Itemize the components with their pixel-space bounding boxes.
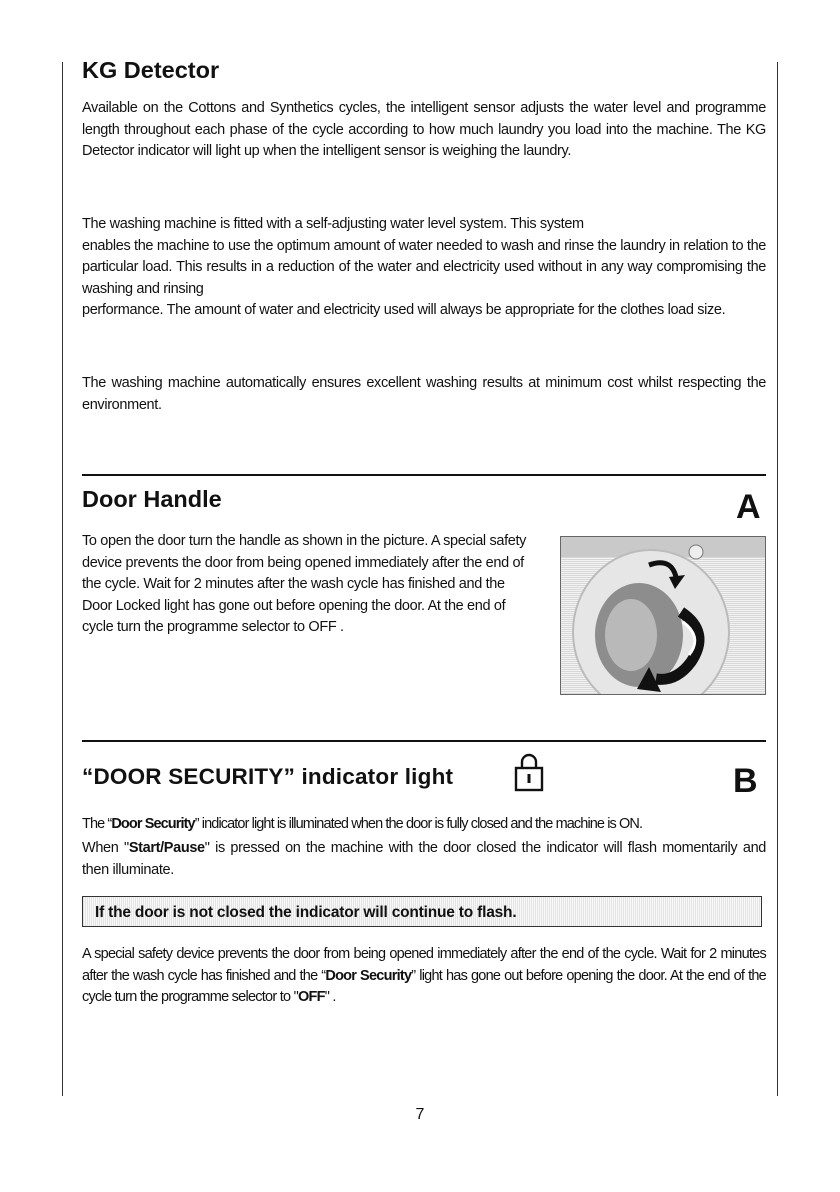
door-security-heading: “DOOR SECURITY” indicator light — [82, 764, 454, 789]
text-fragment: ” indicator light is illuminated when the door is fully closed and the machine is ON. — [194, 816, 643, 832]
door-handle-image — [561, 537, 765, 694]
kg-detector-paragraph-3: The washing machine automatically ensures excellent washing results at minimum cost whilst respecting the environment. — [82, 375, 766, 413]
kg-p2-lines3: performance. The amount of water and electricity used will always be appropriate for the clothes load size. — [82, 302, 726, 319]
kg-detector-paragraph-1: Available on the Cottons and Synthetics cycles, the intelligent sensor adjusts the water level and programme length throughout each phase of the cycle according to how much laundry you load into the machine. The KG Detector indicator will light up when the intelligent sensor is weighing the laundry. — [82, 100, 766, 160]
emphasis-start-pause: Start/Pause — [128, 840, 205, 856]
text-fragment: " . — [324, 989, 336, 1006]
text-fragment: ” light has gone out before opening the door. At the end of the cycle turn the programme selector to " — [82, 967, 766, 1006]
emphasis-off: OFF — [298, 989, 325, 1006]
right-margin-line — [777, 62, 778, 1096]
text-fragment: When " — [82, 840, 129, 856]
section-letter-a: A — [736, 488, 761, 526]
kg-detector-paragraph-2 — [82, 214, 766, 322]
door-handle-text: To open the door turn the handle as shown in the picture. A special safety device prevents the door from being opened immediately after the end of the cycle. Wait for 2 minutes after the wash cycle has finished and the Door Locked light has gone out before opening the door. At the end of cycle turn the programme selector to OFF . — [82, 533, 527, 636]
door-security-paragraph-2 — [82, 838, 766, 881]
text-fragment: A special safety device prevents the door from being opened immediately after the end of the cycle. Wait for 2 minutes after the wash cycle has finished and the “ — [82, 946, 766, 984]
kg-p2-line1: The washing machine is fitted with a self-adjusting water level system. This system — [82, 216, 584, 232]
divider-2 — [82, 740, 766, 742]
door-handle-heading: Door Handle — [82, 486, 222, 512]
text-fragment: The “ — [82, 816, 112, 832]
emphasis-door-security: Door Security — [111, 816, 195, 832]
door-handle-illustration — [560, 536, 766, 695]
page-number: 7 — [415, 1106, 425, 1123]
kg-detector-heading: KG Detector — [82, 57, 220, 83]
emphasis-door-security: Door Security — [325, 967, 412, 984]
left-margin-line — [62, 62, 63, 1096]
kg-p2-lines2: enables the machine to use the optimum amount of water needed to wash and rinse the laundry in relation to the particular load. This results in a reduction of the water and electricity used without in any way compromising the washing and rinsing — [82, 237, 766, 297]
door-security-paragraph-1 — [82, 814, 766, 836]
door-security-paragraph-3 — [82, 944, 766, 1009]
divider-1 — [82, 474, 766, 476]
padlock-icon — [512, 752, 546, 794]
warning-banner: If the door is not closed the indicator will continue to flash. — [82, 896, 762, 927]
section-letter-b: B — [733, 762, 758, 800]
text-fragment: " is pressed on the machine with the door closed the indicator will flash momentarily and then illuminate. — [82, 840, 766, 878]
